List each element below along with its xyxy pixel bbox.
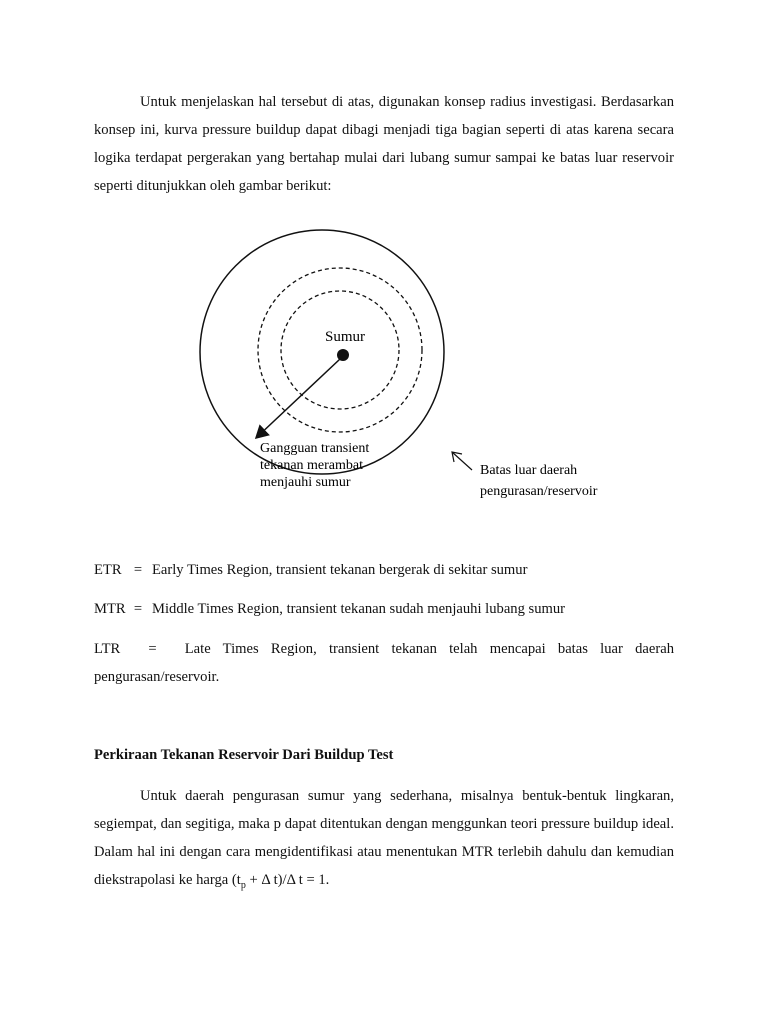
outer-boundary-circle bbox=[200, 230, 444, 474]
radius-investigation-figure bbox=[190, 210, 660, 510]
arrow-label-line-2: tekanan merambat bbox=[260, 458, 364, 473]
subscript-p: p bbox=[240, 879, 246, 891]
boundary-arrow bbox=[452, 452, 472, 470]
definition-mtr bbox=[94, 595, 674, 623]
definition-etr bbox=[94, 556, 674, 584]
well-label: Sumur bbox=[325, 329, 366, 345]
definition-equals: = bbox=[133, 601, 143, 617]
definition-equals: = bbox=[148, 641, 157, 657]
arrow-label-line-3: menjauhi sumur bbox=[260, 475, 351, 490]
definition-text: Early Times Region, transient tekanan bergerak di sekitar sumur bbox=[152, 562, 528, 578]
arrow-label-line-1: Gangguan transient bbox=[260, 441, 370, 456]
definition-ltr bbox=[94, 635, 674, 691]
definition-equals: = bbox=[133, 562, 143, 578]
intro-paragraph: Untuk menjelaskan hal tersebut di atas, digunakan konsep radius investigasi. Berdasarkan konsep ini, kurva pressure buildup dapat dibagi menjadi tiga bagian seperti di atas karena secara logika terdapat pergerakan yang bertahap mulai dari lubang sumur sampai ke batas luar reservoir seperti ditunjukkan oleh gambar berikut: bbox=[94, 94, 674, 194]
boundary-label-line-2: pengurasan/reservoir bbox=[480, 484, 598, 499]
section-paragraph-main: Untuk daerah pengurasan sumur yang sederhana, misalnya bentuk-bentuk lingkaran, segiempat, dan segitiga, maka p dapat ditentukan dengan menggunkan teori pressure buildup ideal. Dalam hal ini dengan cara mengidentifikasi atau menentukan MTR terlebih dahulu dan kemudian diekstrapolasi ke harga (t bbox=[94, 788, 674, 888]
definition-text: Middle Times Region, transient tekanan sudah menjauhi lubang sumur bbox=[152, 601, 566, 617]
transient-arrow bbox=[256, 359, 340, 438]
section-paragraph-tail: + Δ t)/Δ t = 1. bbox=[245, 872, 330, 888]
section-paragraph bbox=[94, 782, 674, 900]
definition-abbr: MTR bbox=[94, 601, 126, 617]
definition-text: Late Times Region, transient tekanan telah mencapai batas luar daerah pengurasan/reservoir. bbox=[94, 641, 674, 685]
definition-abbr: ETR bbox=[94, 562, 122, 578]
definition-abbr: LTR bbox=[94, 641, 121, 657]
boundary-label-line-1: Batas luar daerah bbox=[480, 463, 578, 478]
section-heading: Perkiraan Tekanan Reservoir Dari Buildup Test bbox=[94, 747, 394, 763]
